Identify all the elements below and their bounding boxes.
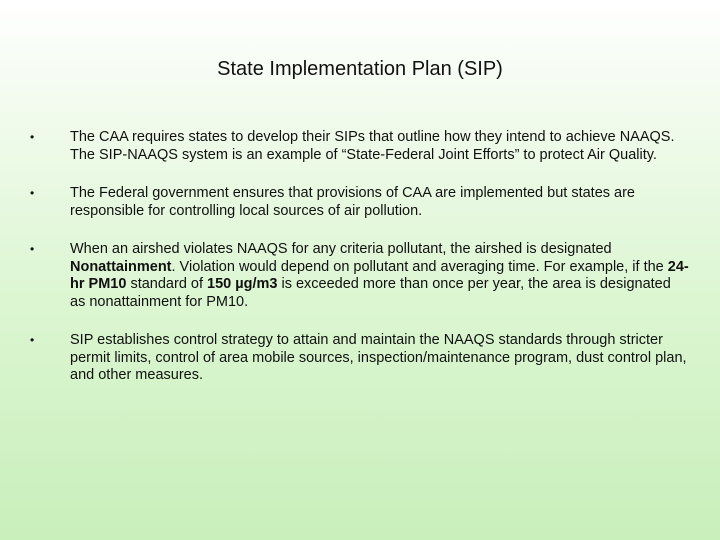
bullet-item — [30, 129, 690, 164]
bullet-text-segment: When an airshed violates NAAQS for any criteria pollutant, the airshed is designated — [70, 241, 612, 257]
bullet-text-segment: standard of — [126, 276, 208, 292]
bullet-marker: • — [30, 186, 35, 200]
bullet-text-segment: is exceeded more than once per year, the area is designated as nonattainment for PM10. — [70, 276, 671, 310]
bullet-text-segment: . Violation would depend on pollutant and averaging time. For example, if the — [171, 258, 668, 275]
bullet-text — [70, 241, 689, 310]
bold-term-pm10-standard: 24-hr PM10 — [70, 258, 689, 292]
bullet-text — [70, 185, 635, 219]
bullet-text — [70, 332, 687, 383]
bullet-item — [30, 185, 690, 220]
bullet-marker: • — [30, 130, 35, 144]
bullet-text — [70, 129, 675, 163]
bullet-text-segment: The Federal government ensures that provisions of CAA are implemented but states are responsible for controlling local sources of air pollution. — [70, 185, 635, 219]
bold-term-nonattainment: Nonattainment — [70, 258, 172, 275]
bold-term-concentration: 150 µg/m3 — [207, 276, 278, 292]
slide-title: State Implementation Plan (SIP) — [217, 58, 503, 80]
bullet-text-segment: SIP establishes control strategy to attain and maintain the NAAQS standards through stricter permit limits, control of area mobile sources, inspection/maintenance program, dust control plan, and other measures. — [70, 332, 687, 383]
bullet-text-segment: The CAA requires states to develop their SIPs that outline how they intend to achieve NAAQS. The SIP-NAAQS system is an example of “State-Federal Joint Efforts” to protect Air Quality. — [70, 129, 675, 163]
bullet-marker: • — [30, 333, 35, 347]
bullet-item — [30, 332, 690, 385]
bullet-marker: • — [30, 242, 35, 256]
bullet-list — [30, 129, 690, 406]
bullet-item — [30, 241, 690, 311]
